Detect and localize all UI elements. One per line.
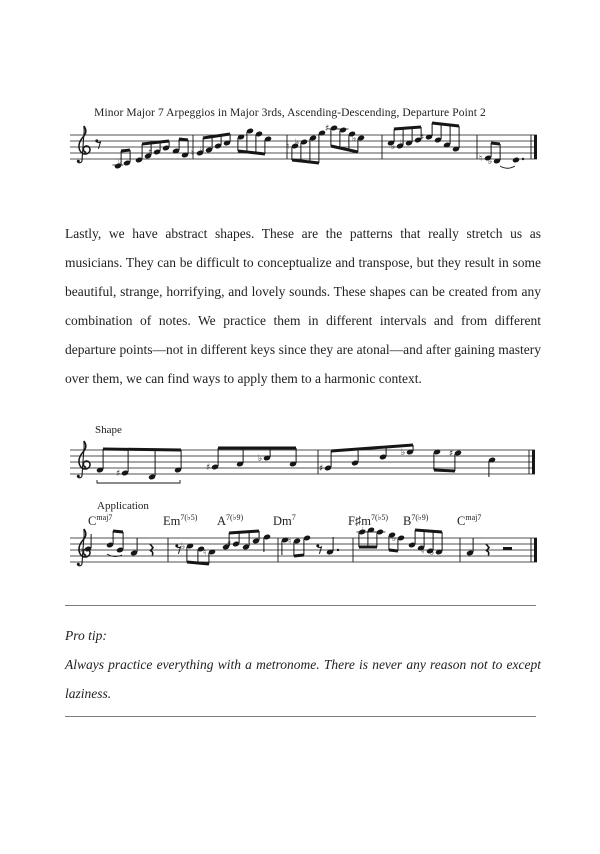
svg-text:♭: ♭: [295, 138, 300, 149]
svg-text:♭: ♭: [79, 545, 84, 556]
chord-symbol: $Em^{7(♭5)}$: [163, 513, 198, 529]
exercise-title: Minor Major 7 Arpeggios in Major 3rds, Ascending-Descending, Departure Point 2: [94, 107, 486, 119]
svg-text:♭: ♭: [401, 448, 406, 459]
svg-text:♯: ♯: [227, 540, 232, 551]
svg-text:♯: ♯: [449, 449, 454, 460]
svg-text:♮: ♮: [191, 149, 195, 160]
svg-text:♭: ♭: [200, 146, 205, 157]
svg-text:♭: ♭: [118, 159, 123, 170]
chord-symbol: $B^{7(♭9)}$: [403, 513, 429, 529]
svg-text:♯: ♯: [319, 464, 324, 475]
svg-text:♭: ♭: [258, 454, 263, 465]
svg-text:♭: ♭: [392, 534, 397, 545]
svg-text:♭: ♭: [391, 142, 396, 153]
svg-text:♭: ♭: [430, 548, 435, 559]
pro-tip-text: Always practice everything with a metronome. There is never any reason not to except laziness.: [65, 657, 541, 701]
application-label: Application: [97, 500, 149, 512]
svg-text:♭: ♭: [400, 139, 405, 150]
svg-text:♯: ♯: [206, 463, 211, 474]
svg-text:♮: ♮: [479, 154, 483, 165]
svg-text:♮: ♮: [286, 142, 290, 153]
svg-text:♮: ♮: [288, 537, 292, 548]
svg-text:♮: ♮: [203, 548, 207, 559]
svg-text:♭: ♭: [181, 542, 186, 553]
chord-symbol: $C^{maj7}$: [88, 513, 113, 529]
svg-text:♭: ♭: [352, 134, 357, 145]
body-paragraph: Lastly, we have abstract shapes. These are the patterns that really stretch us as musicians. They can be difficult to conceptualize and transpose, but they result in some beautiful, strange, horrifying, and lovely sounds. These shapes can be created from any combination of notes. We practice them in different intervals and from different departure points—not in different keys since they are atonal—and after gaining mastery over them, we can find ways to apply them to a harmonic context.: [65, 226, 541, 386]
svg-text:♮: ♮: [421, 547, 425, 558]
svg-text:♭: ♭: [362, 526, 367, 537]
svg-text:♯: ♯: [116, 469, 121, 480]
shape-label: Shape: [95, 424, 122, 436]
divider-top: [65, 605, 536, 606]
title-staff: [70, 123, 537, 169]
svg-text:♭: ♭: [488, 157, 493, 168]
chord-symbol: Dm$^7$: [273, 513, 296, 529]
svg-text:♯: ♯: [325, 124, 330, 135]
svg-text:♯: ♯: [420, 133, 425, 144]
chord-symbol: $F♯m^{7(♭5)}$: [348, 513, 389, 529]
pro-tip-section: [65, 621, 541, 708]
chord-row: [0, 513, 600, 533]
svg-text:♯: ♯: [148, 148, 153, 159]
divider-bottom: [65, 716, 536, 717]
chord-symbol: $C^{maj7}$: [457, 513, 482, 529]
chord-symbol: $A^{7(♭9)}$: [217, 513, 244, 529]
pro-tip-label: Pro tip:: [65, 628, 107, 643]
shape-staff: [70, 441, 535, 483]
